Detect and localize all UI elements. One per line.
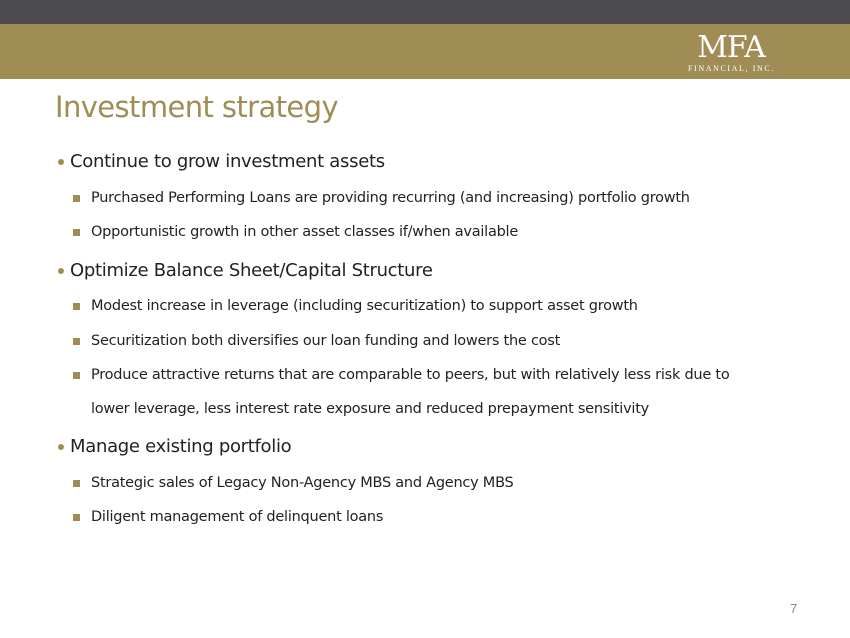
bullet-heading: Continue to grow investment assets — [70, 151, 385, 172]
bullet-item-continuation: lower leverage, less interest rate exposure and reduced prepayment sensitivity — [91, 401, 649, 417]
slide-title: Investment strategy — [55, 90, 339, 124]
bullet-item: Produce attractive returns that are comparable to peers, but with relatively less risk due to — [91, 367, 730, 383]
page-number: 7 — [790, 601, 798, 616]
bullet-item: Diligent management of delinquent loans — [91, 509, 384, 525]
bullet-item: Strategic sales of Legacy Non-Agency MBS and Agency MBS — [91, 475, 514, 491]
logo-subtitle: FINANCIAL, INC. — [688, 64, 775, 73]
top-bar — [0, 0, 850, 24]
bullet-item: Securitization both diversifies our loan funding and lowers the cost — [91, 333, 561, 349]
bullet-item: Opportunistic growth in other asset classes if/when available — [91, 224, 518, 240]
bullet-heading: Manage existing portfolio — [70, 436, 292, 457]
bullet-heading: Optimize Balance Sheet/Capital Structure — [70, 260, 433, 281]
company-logo — [688, 32, 774, 73]
bullet-item: Modest increase in leverage (including securitization) to support asset growth — [91, 298, 638, 314]
logo-mark: MFA — [697, 30, 765, 65]
bullet-item: Purchased Performing Loans are providing recurring (and increasing) portfolio growth — [91, 190, 690, 206]
